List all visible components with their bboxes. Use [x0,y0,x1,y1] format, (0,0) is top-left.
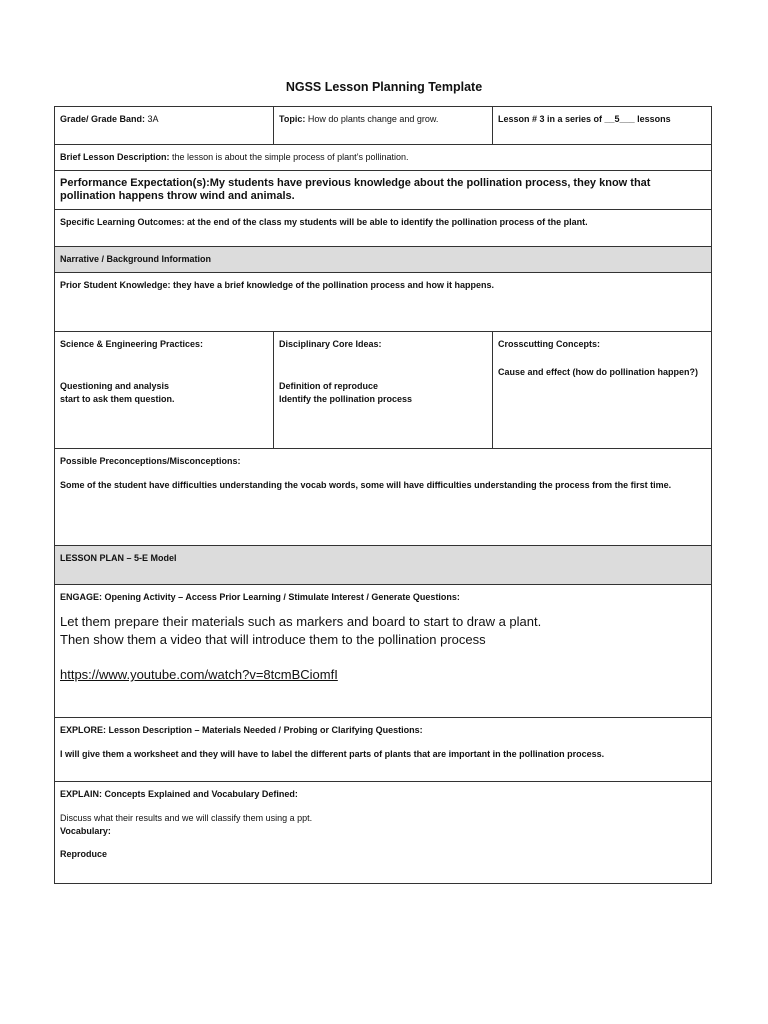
learning-outcomes-row [55,210,712,247]
performance-expectation-cell: Performance Expectation(s):My students have previous knowledge about the pollination process, they know that pollination happens throw wind and animals. [55,171,712,210]
grade-value: 3A [147,114,159,124]
page-title: NGSS Lesson Planning Template [285,80,483,94]
explain-row [55,782,712,884]
preconceptions-row [55,449,712,546]
core-ideas-line-1: Definition of reproduce [279,380,378,391]
practices-label: Science & Engineering Practices: [60,339,204,350]
brief-description-row [55,145,712,171]
lesson-number-cell: Lesson # 3 in a series of __5___ lessons [493,107,712,145]
topic-label: Topic: [279,114,306,124]
engage-line-2: Then show them a video that will introduce them to the pollination process [60,632,486,648]
explore-text: I will give them a worksheet and they will have to label the different parts of plants that are important in the pollination process. [60,748,605,759]
performance-expectation-row [55,171,712,210]
vocabulary-label: Vocabulary: [60,825,111,836]
grade-label: Grade/ Grade Band: [60,114,146,124]
lesson-plan-heading: LESSON PLAN – 5-E Model [55,546,712,585]
standards-row [55,332,712,449]
header-row [55,107,712,145]
grade-cell [55,107,274,145]
core-ideas-line-2: Identify the pollination process [279,393,413,404]
topic-value: How do plants change and grow. [307,114,439,124]
practices-cell [55,332,274,449]
video-link[interactable]: https://www.youtube.com/watch?v=8tcmBCiomfI [60,667,338,683]
prior-knowledge-row [55,273,712,332]
brief-description-cell [55,145,712,171]
crosscutting-cell [493,332,712,449]
vocabulary-item: Reproduce [60,848,108,859]
brief-description-label: Brief Lesson Description: [60,152,170,162]
narrative-heading-row [55,247,712,273]
preconceptions-text: Some of the student have difficulties understanding the vocab words, some will have difficulties understanding the process from the first time. [60,479,672,490]
engage-row [55,585,712,718]
learning-outcomes-cell: Specific Learning Outcomes: at the end of the class my students will be able to identify the pollination process of the plant. [55,210,712,247]
preconceptions-cell [55,449,712,546]
lesson-plan-heading-row [55,546,712,585]
explain-cell [55,782,712,884]
brief-description-value: the lesson is about the simple process of plant’s pollination. [172,152,409,162]
practices-line-1: Questioning and analysis [60,380,170,391]
explore-cell [55,718,712,782]
lesson-plan-table [54,106,712,884]
preconceptions-label: Possible Preconceptions/Misconceptions: [60,456,241,467]
engage-label: ENGAGE: Opening Activity – Access Prior Learning / Stimulate Interest / Generate Questions: [60,592,460,603]
topic-cell [274,107,493,145]
explore-label: EXPLORE: Lesson Description – Materials Needed / Probing or Clarifying Questions: [60,725,423,736]
engage-line-1: Let them prepare their materials such as markers and board to start to draw a plant. [60,613,542,629]
practices-line-2: start to ask them question. [60,393,175,404]
prior-knowledge-cell: Prior Student Knowledge: they have a brief knowledge of the pollination process and how it happens. [55,273,712,332]
core-ideas-label: Disciplinary Core Ideas: [279,339,382,350]
core-ideas-cell [274,332,493,449]
crosscutting-text: Cause and effect (how do pollination happen?) [498,366,698,377]
narrative-heading: Narrative / Background Information [55,247,712,273]
explore-row [55,718,712,782]
explain-line-1: Discuss what their results and we will classify them using a ppt. [60,812,313,823]
explain-label: EXPLAIN: Concepts Explained and Vocabulary Defined: [60,789,298,800]
crosscutting-label: Crosscutting Concepts: [498,339,601,350]
engage-cell [55,585,712,718]
